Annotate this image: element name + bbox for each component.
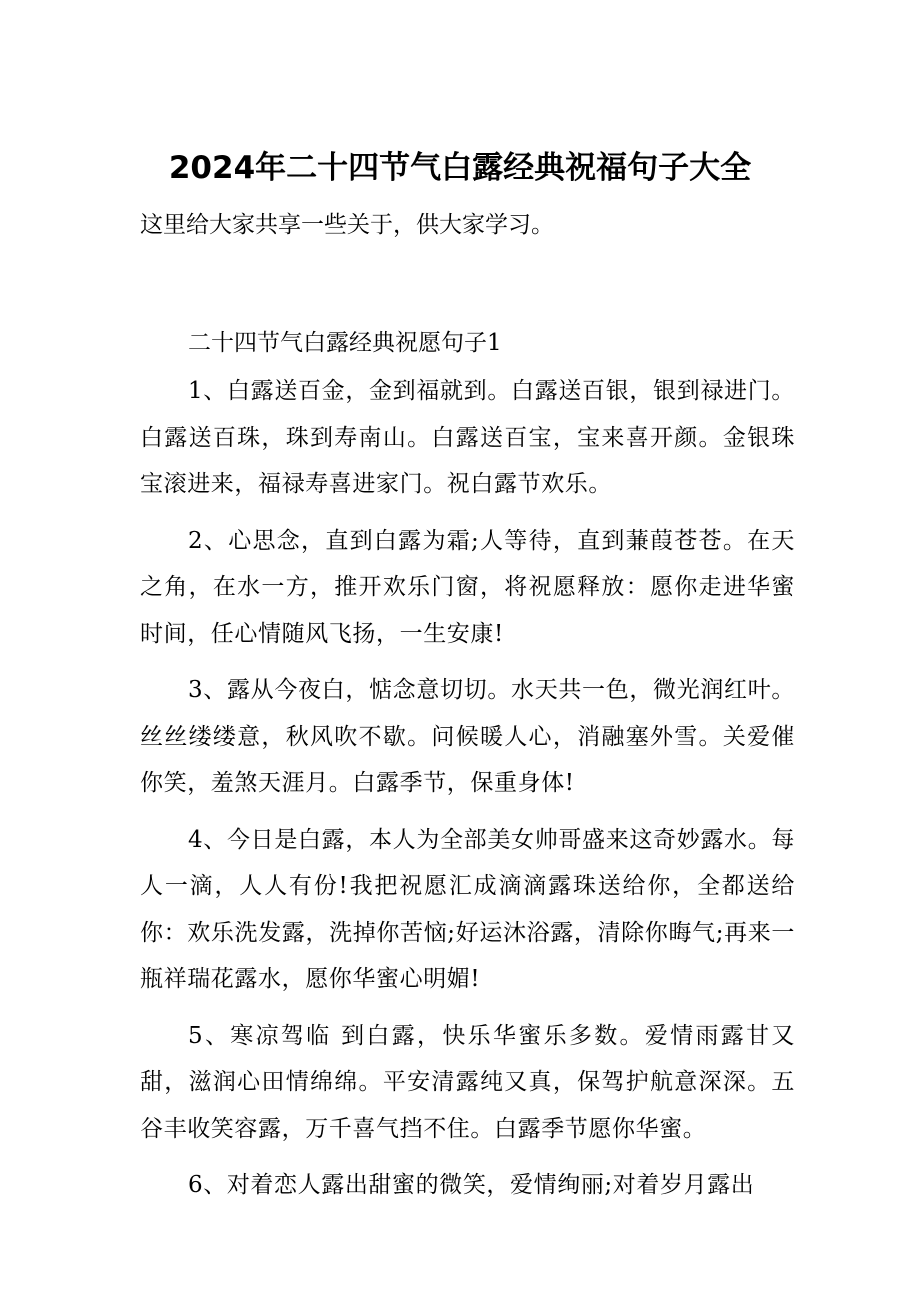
paragraph-1: 1、白露送百金，金到福就到。白露送百银，银到禄进门。白露送百珠，珠到寿南山。白露送百宝，宝来喜开颜。金银珠宝滚进来，福禄寿喜进家门。祝白露节欢乐。 (140, 378, 795, 497)
paragraph-6: 6、对着恋人露出甜蜜的微笑，爱情绚丽;对着岁月露出 (188, 1172, 755, 1198)
document-body (140, 368, 795, 1219)
paragraph-5: 5、寒凉驾临 到白露，快乐华蜜乐多数。爱情雨露甘又甜，滋润心田情绵绵。平安清露纯又真，保驾护航意深深。五谷丰收笑容露，万千喜气挡不住。白露季节愿你华蜜。 (140, 1022, 795, 1142)
document-title: 2024年二十四节气白露经典祝福句子大全 (168, 150, 752, 186)
paragraph-2: 2、心思念，直到白露为霜;人等待，直到蒹葭苍苍。在天之角，在水一方，推开欢乐门窗，将祝愿释放：愿你走进华蜜时间，任心情随风飞扬，一生安康! (140, 527, 795, 647)
section-heading: 二十四节气白露经典祝愿句子1 (188, 330, 502, 356)
paragraph-3: 3、露从今夜白，惦念意切切。水天共一色，微光润红叶。丝丝缕缕意，秋风吹不歇。问候暖人心，消融塞外雪。关爱催你笑，羞煞天涯月。白露季节，保重身体! (140, 677, 795, 796)
intro-text: 这里给大家共享一些关于，供大家学习。 (140, 212, 554, 238)
paragraph-4: 4、今日是白露，本人为全部美女帅哥盛来这奇妙露水。每人一滴，人人有份!我把祝愿汇成滴滴露珠送给你，全都送给你：欢乐洗发露，洗掉你苦恼;好运沐浴露，清除你晦气;再来一瓶祥瑞花露水，愿你华蜜心明媚! (140, 826, 795, 992)
